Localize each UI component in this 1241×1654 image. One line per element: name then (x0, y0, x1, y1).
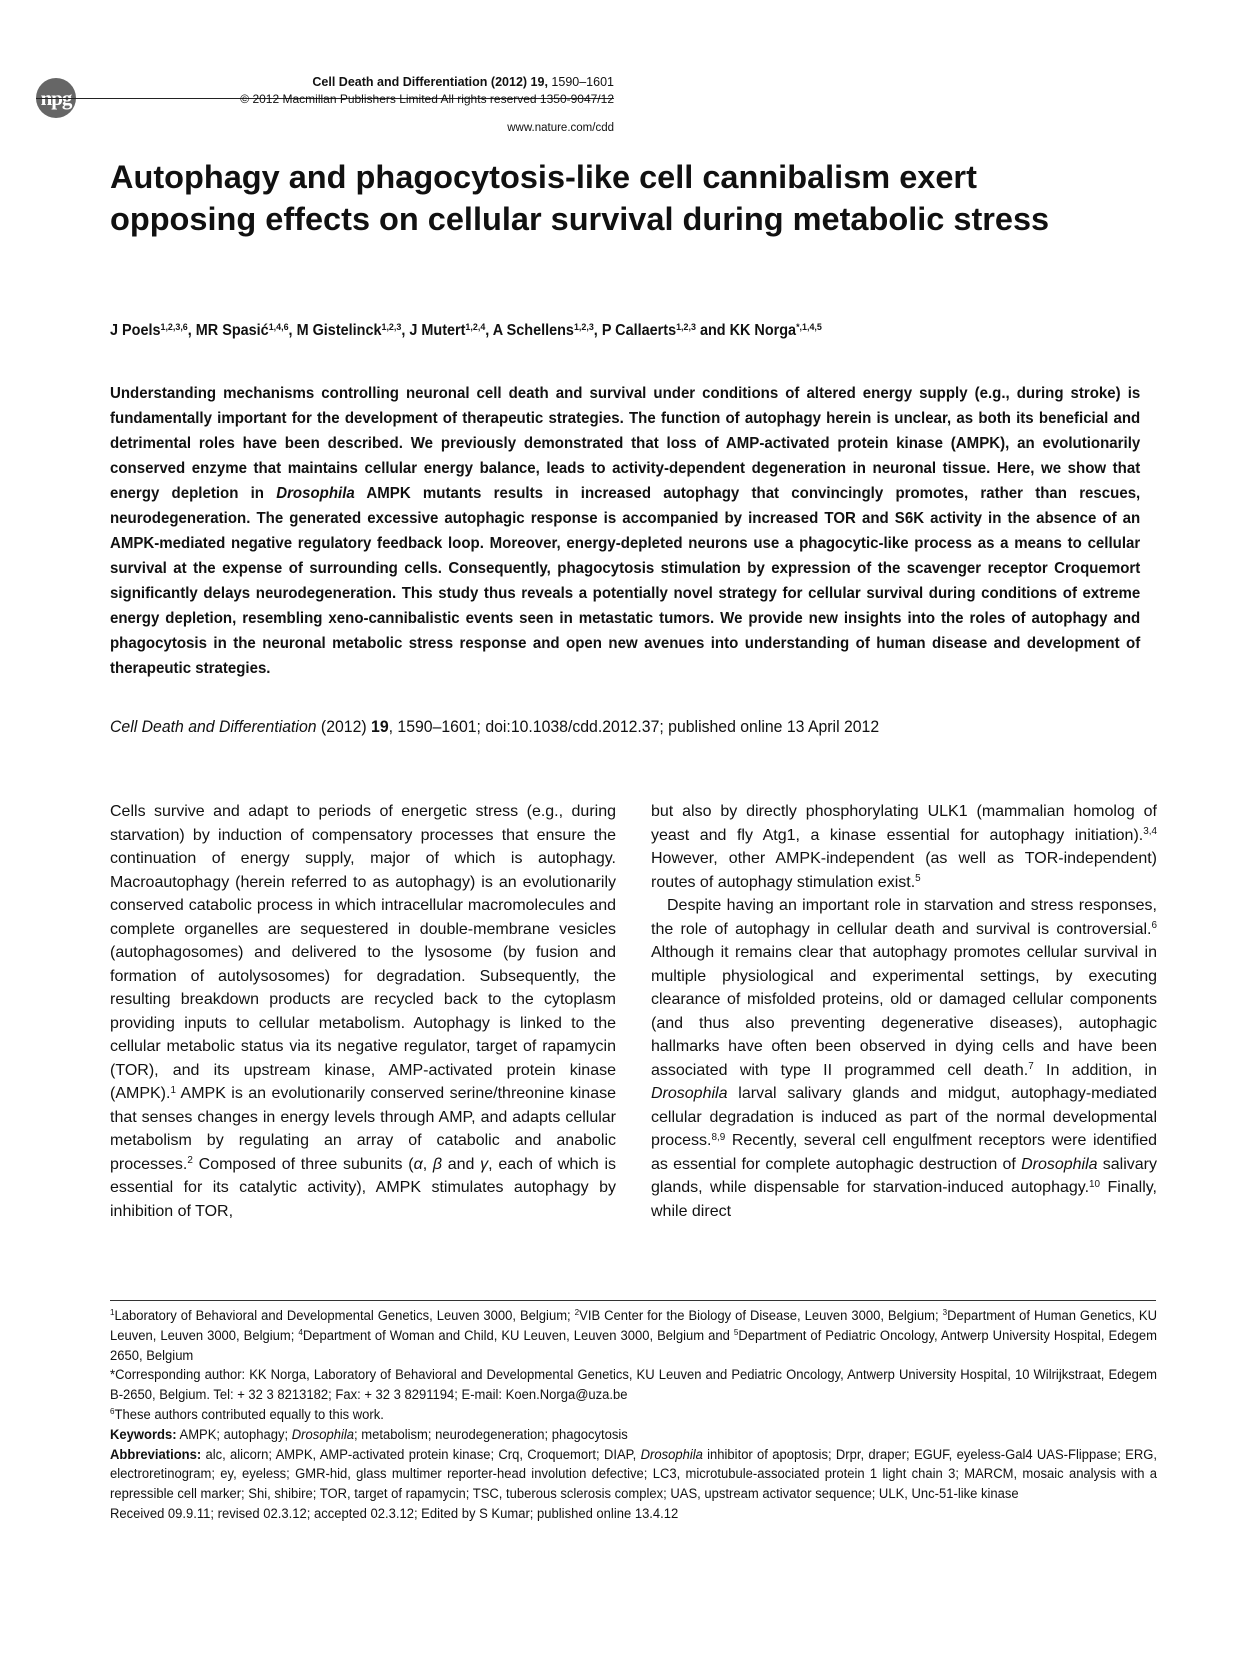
article-title: Autophagy and phagocytosis-like cell cannibalism exert opposing effects on cellular survival during metabolic stress (110, 159, 1050, 237)
reference-link[interactable]: 7 (1028, 1061, 1034, 1073)
copyright-line: © 2012 Macmillan Publishers Limited All rights reserved 1350-9047/12 (240, 92, 614, 106)
journal-volume: 19, (530, 75, 548, 89)
body-column-left (110, 800, 616, 1223)
corresponding-author: *Corresponding author: KK Norga, Laboratory of Behavioral and Developmental Genetics, KU Leuven and Pediatric Oncology, Antwerp University Hospital, 10 Wilrijkstraat, Edegem B-2650, Belgium. Tel: + 32 3 8213182; Fax: + 32 3 8291194; E-mail: Koen.Norga@uza.be (110, 1367, 1158, 1403)
journal-citation-line (312, 75, 614, 89)
author: A Schellens$^{1,2,3}$ (492, 321, 594, 339)
body-column-right (651, 800, 1157, 1223)
journal-url[interactable]: www.nature.com/cdd (507, 122, 614, 134)
reference-link[interactable]: 1 (170, 1084, 176, 1096)
journal-name: Cell Death and Differentiation (312, 75, 488, 89)
author: KK Norga$^{*,1,4,5}$ (729, 321, 822, 339)
body-paragraph: Cells survive and adapt to periods of energetic stress (e.g., during starvation) by induction of compensatory processes that ensure the continuation of energy supply, major of which is autophagy. Macroautophagy (herein referred to as autophagy) is an evolutionarily conserved catabolic process in which intracellular macromolecules and complete organelles are sequestered in double-membrane vesicles (autophagosomes) and delivered to the lysosome (by fusion and formation of autolysosomes) for degradation. Subsequently, the resulting breakdown products are recycled back to the cytoplasm providing inputs to cellular metabolism. Autophagy is linked to the cellular metabolic status via its negative regulator, target of rapamycin (TOR), and its upstream kinase, AMP-activated protein kinase (AMPK).$^1$ AMPK is an evolutionarily conserved serine/threonine kinase that senses changes in energy levels through AMP, and adapts cellular metabolism by regulating an array of catabolic and anabolic processes.$^2$ Composed of three subunits (α, β and γ, each of which is essential for its catalytic activity), AMPK stimulates autophagy by inhibition of TOR, (110, 803, 616, 1220)
reference-link[interactable]: 8,9 (711, 1131, 726, 1143)
abstract: Understanding mechanisms controlling neuronal cell death and survival under conditions of altered energy supply (e.g., during stroke) is fundamentally important for the development of therapeutic strategies. The function of autophagy herein is unclear, as both its beneficial and detrimental roles have been described. We previously demonstrated that loss of AMP-activated protein kinase (AMPK), an evolutionarily conserved enzyme that maintains cellular energy balance, leads to activity-dependent degeneration in neuronal tissue. Here, we show that energy depletion in Drosophila AMPK mutants results in increased autophagy that convincingly promotes, rather than rescues, neurodegeneration. The generated excessive autophagic response is accompanied by increased TOR and S6K activity in the absence of an AMPK-mediated negative regulatory feedback loop. Moreover, energy-depleted neurons use a phagocytic-like process as a means to cellular survival at the expense of surrounding cells. Consequently, phagocytosis stimulation by expression of the scavenger receptor Croquemort significantly delays neurodegeneration. This study thus reveals a potentially novel strategy for cellular survival during conditions of extreme energy depletion, resembling xeno-cannibalistic events seen in metastatic tumors. We provide new insights into the roles of autophagy and phagocytosis in the neuronal metabolic stress response and open new avenues into understanding of human disease and development of therapeutic strategies. (110, 385, 1141, 677)
reference-link[interactable]: 10 (1089, 1178, 1101, 1190)
reference-link[interactable]: 6 (1151, 920, 1157, 932)
received-dates: Received 09.9.11; revised 02.3.12; accepted 02.3.12; Edited by S Kumar; published online 13.4.12 (110, 1505, 679, 1521)
equal-contribution-note: $^6$These authors contributed equally to this work. (110, 1406, 384, 1422)
affiliations: $^1$Laboratory of Behavioral and Developmental Genetics, Leuven 3000, Belgium; $^2$VIB Center for the Biology of Disease, Leuven 3000, Belgium; $^3$Department of Human Genetics, KU Leuven, Leuven 3000, Belgium; $^4$Department of Woman and Child, KU Leuven, Leuven 3000, Belgium and $^5$Department of Pediatric Oncology, Antwerp University Hospital, Edegem 2650, Belgium (110, 1307, 1158, 1363)
body-paragraph: Despite having an important role in starvation and stress responses, the role of autophagy in cellular death and survival is controversial.$^6$ Although it remains clear that autophagy promotes cellular survival in multiple physiological and experimental settings, by executing clearance of misfolded proteins, old or damaged cellular components (and thus also preventing degenerative diseases), autophagic hallmarks have often been observed in dying cells and have been associated with type II programmed cell death.$^7$ In addition, in Drosophila larval salivary glands and midgut, autophagy-mediated cellular degradation is induced as part of the normal developmental process.$^{8,9}$ Recently, several cell engulfment receptors were identified as essential for complete autophagic destruction of Drosophila salivary glands, while dispensable for starvation-induced autophagy.$^{10}$ Finally, while direct (651, 897, 1158, 1220)
reference-link[interactable]: 2 (187, 1155, 193, 1167)
abbreviations: Abbreviations: alc, alicorn; AMPK, AMP-activated protein kinase; Crq, Croquemort; DIAP, Drosophila inhibitor of apoptosis; Drpr, draper; EGUF, eyeless-Gal4 UAS-Flippase; ERG, electroretinogram; ey, eyeless; GMR-hid, glass multimer reporter-head involution defective; LC3, microtubule-associated protein 1 light chain 3; MARCM, mosaic analysis with a repressible cell marker; Shi, shibire; TOR, target of rapamycin; TSC, tuberous sclerosis complex; UAS, upstream activator sequence; ULK, Unc-51-like kinase (110, 1446, 1158, 1502)
reference-link[interactable]: 3,4 (1143, 826, 1157, 838)
author: MR Spasić$^{1,4,6}$ (195, 321, 289, 339)
author: J Mutert$^{1,2,4}$ (409, 321, 486, 339)
keywords: Keywords: AMPK; autophagy; Drosophila; metabolism; neurodegeneration; phagocytosis (110, 1426, 628, 1442)
author: M Gistelinck$^{1,2,3}$ (296, 321, 402, 339)
author: J Poels$^{1,2,3,6}$ (110, 321, 188, 339)
journal-year: (2012) (490, 75, 528, 89)
author: P Callaerts$^{1,2,3}$ (601, 321, 696, 339)
footnote-rule (110, 1300, 1156, 1301)
article-citation: Cell Death and Differentiation (2012) 19, 1590–1601; doi:10.1038/cdd.2012.37; published online 13 April 2012 (110, 717, 880, 736)
publisher-logo: npg (36, 78, 76, 118)
reference-link[interactable]: 5 (915, 873, 921, 885)
author-list: J Poels$^{1,2,3,6}$, MR Spasić$^{1,4,6}$, M Gistelinck$^{1,2,3}$, J Mutert$^{1,2,4}$, A Schellens$^{1,2,3}$, P Callaerts$^{1,2,3}$ and KK Norga$^{*,1,4,5}$ (110, 321, 822, 339)
footnotes (110, 1306, 1157, 1524)
journal-pages: 1590–1601 (551, 75, 614, 89)
body-paragraph: but also by directly phosphorylating ULK1 (mammalian homolog of yeast and fly Atg1, a kinase essential for autophagy initiation).$^{3,4}$ However, other AMPK-independent (as well as TOR-independent) routes of autophagy stimulation exist.$^5$ (651, 803, 1157, 891)
